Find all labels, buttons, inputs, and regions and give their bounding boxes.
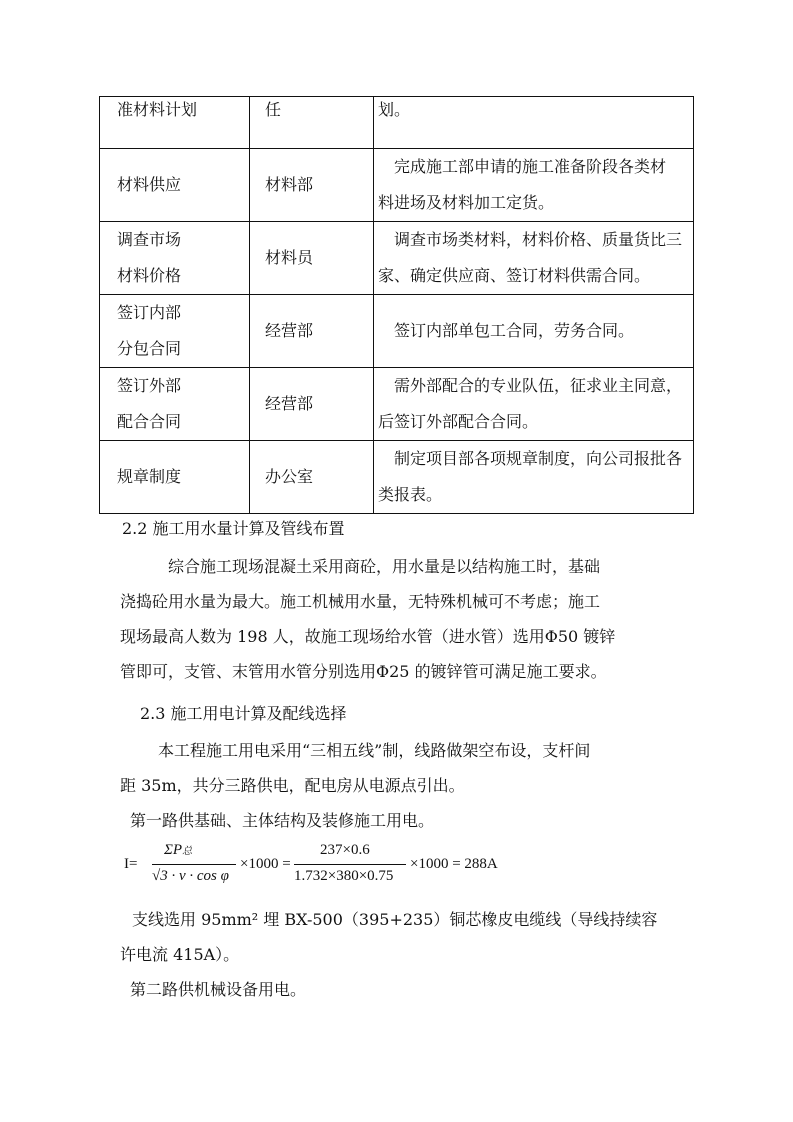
formula-num1 <box>164 842 192 859</box>
table-row <box>100 97 694 149</box>
desc-line: 调查市场类材料，材料价格、质量货比三 <box>394 230 683 249</box>
section-heading-water: 2.2 施工用水量计算及管线布置 <box>122 519 345 538</box>
desc-line: 后签订外部配合合同。 <box>378 412 539 431</box>
item-line: 签订内部 <box>117 303 182 322</box>
fraction-bar <box>294 864 406 865</box>
formula-num1-text: ΣP <box>164 842 183 858</box>
table-cell-dept: 办公室 <box>250 441 374 514</box>
paragraph-line: 管即可，支管、末管用水管分别选用Φ25 的镀锌管可满足施工要求。 <box>120 662 607 681</box>
desc-line: 类报表。 <box>378 485 443 504</box>
formula-den2: 1.732×380×0.75 <box>294 868 394 884</box>
table-cell-item <box>100 222 250 295</box>
responsibility-table <box>99 96 694 514</box>
paragraph-line: 许电流 415A）。 <box>120 945 240 964</box>
power-paragraph <box>120 733 680 838</box>
table-cell-desc <box>374 295 694 368</box>
table-cell-desc <box>374 441 694 514</box>
table-row <box>100 222 694 295</box>
paragraph-line: 现场最高人数为 198 人，故施工现场给水管（进水管）选用Φ50 镀锌 <box>120 627 616 646</box>
table-row <box>100 368 694 441</box>
table-cell-item <box>100 368 250 441</box>
power-paragraph-continued <box>120 902 680 1007</box>
table-cell-item: 规章制度 <box>100 441 250 514</box>
formula-times1: ×1000 = <box>240 856 291 872</box>
table-cell-desc <box>374 222 694 295</box>
desc-line: 料进场及材料加工定货。 <box>378 193 555 212</box>
desc-line: 家、确定供应商、签订材料供需合同。 <box>378 266 651 285</box>
table-cell-desc <box>374 149 694 222</box>
table-cell-desc <box>374 368 694 441</box>
table-cell-dept: 经营部 <box>250 295 374 368</box>
table-cell-dept: 任 <box>250 97 374 149</box>
table-cell-item <box>100 295 250 368</box>
paragraph-line: 综合施工现场混凝土采用商砼，用水量是以结构施工时，基础 <box>168 557 601 576</box>
water-paragraph <box>120 549 680 689</box>
paragraph-line: 浇捣砼用水量为最大。施工机械用水量，无特殊机械可不考虑；施工 <box>120 592 601 611</box>
desc-line: 签订内部单包工合同，劳务合同。 <box>394 321 635 340</box>
item-line: 材料价格 <box>117 266 182 285</box>
item-line: 签订外部 <box>117 376 182 395</box>
table-cell-desc: 划。 <box>374 97 694 149</box>
paragraph-line: 支线选用 95mm² 埋 BX-500（395+235）铜芯橡皮电缆线（导线持续容 <box>132 910 658 929</box>
table-row <box>100 149 694 222</box>
desc-line: 制定项目部各项规章制度，向公司报批各 <box>394 449 683 468</box>
table-row <box>100 295 694 368</box>
paragraph-line: 第二路供机械设备用电。 <box>130 980 307 999</box>
item-line: 分包合同 <box>117 339 182 358</box>
formula-times2: ×1000 = 288A <box>410 856 498 872</box>
formula-den1: √3 · v · cos φ <box>152 868 229 884</box>
table-cell-item: 准材料计划 <box>100 97 250 149</box>
item-line: 配合合同 <box>117 412 182 431</box>
formula-num2: 237×0.6 <box>320 842 370 858</box>
section-heading-power: 2.3 施工用电计算及配线选择 <box>140 704 347 723</box>
table-cell-dept: 材料部 <box>250 149 374 222</box>
desc-line: 需外部配合的专业队伍，征求业主同意， <box>394 376 683 395</box>
table-cell-dept: 材料员 <box>250 222 374 295</box>
paragraph-line: 本工程施工用电采用“三相五线”制，线路做架空布设，支杆间 <box>158 741 591 760</box>
formula-lhs: I= <box>124 856 138 872</box>
formula-num1-sub: 总 <box>182 846 193 857</box>
desc-line: 完成施工部申请的施工准备阶段各类材 <box>394 157 667 176</box>
paragraph-line: 第一路供基础、主体结构及装修施工用电。 <box>130 811 435 830</box>
fraction-bar <box>152 864 236 865</box>
item-line: 调查市场 <box>117 230 182 249</box>
table-cell-item: 材料供应 <box>100 149 250 222</box>
table-cell-dept: 经营部 <box>250 368 374 441</box>
paragraph-line: 距 35m，共分三路供电，配电房从电源点引出。 <box>120 776 465 795</box>
table-row <box>100 441 694 514</box>
